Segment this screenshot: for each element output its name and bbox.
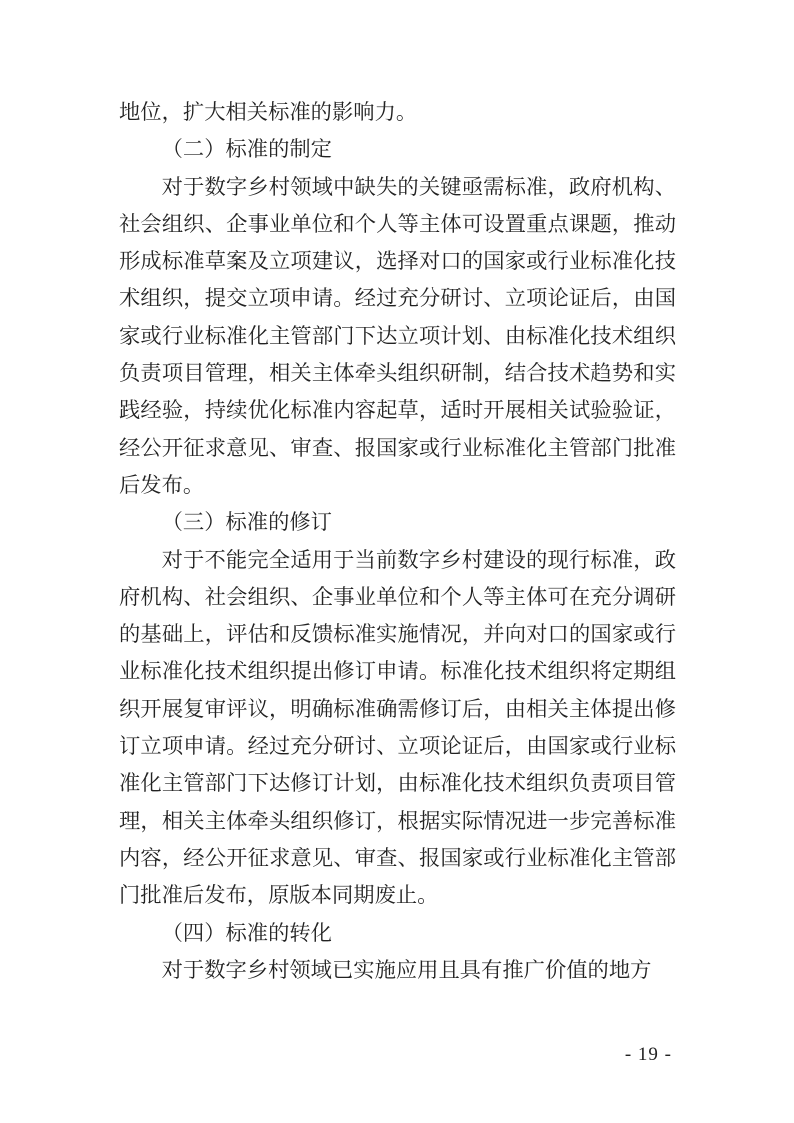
paragraph: 对于数字乡村领域中缺失的关键亟需标准，政府机构、社会组织、企事业单位和个人等主体可设置重点课题，推动形成标准草案及立项建议，选择对口的国家或行业标准化技术组织，提交立项申请。经过充分研讨、立项论证后，由国家或行业标准化主管部门下达立项计划、由标准化技术组织负责项目管理，相关主体牵头组织研制，结合技术趋势和实践经验，持续优化标准内容起草，适时开展相关试验验证，经公开征求意见、审查、报国家或行业标准化主管部门批准后发布。 [119,174,676,497]
section-heading: （三）标准的修订 [161,510,332,535]
section-heading: （四）标准的转化 [161,920,332,945]
paragraph: 对于不能完全适用于当前数字乡村建设的现行标准，政府机构、社会组织、企事业单位和个人等主体可在充分调研的基础上，评估和反馈标准实施情况，并向对口的国家或行业标准化技术组织提出修订申请。标准化技术组织将定期组织开展复审评议，明确标准确需修订后，由相关主体提出修订立项申请。经过充分研讨、立项论证后，由国家或行业标准化主管部门下达修订计划，由标准化技术组织负责项目管理，相关主体牵头组织修订，根据实际情况进一步完善标准内容，经公开征求意见、审查、报国家或行业标准化主管部门批准后发布，原版本同期废止。 [119,547,676,908]
paragraph: 地位，扩大相关标准的影响力。 [119,100,418,124]
paragraph: 对于数字乡村领域已实施应用且具有推广价值的地方 [161,957,652,982]
document-content [119,94,676,989]
page-number: - 19 - [624,1044,672,1065]
section-heading: （二）标准的制定 [161,137,332,162]
